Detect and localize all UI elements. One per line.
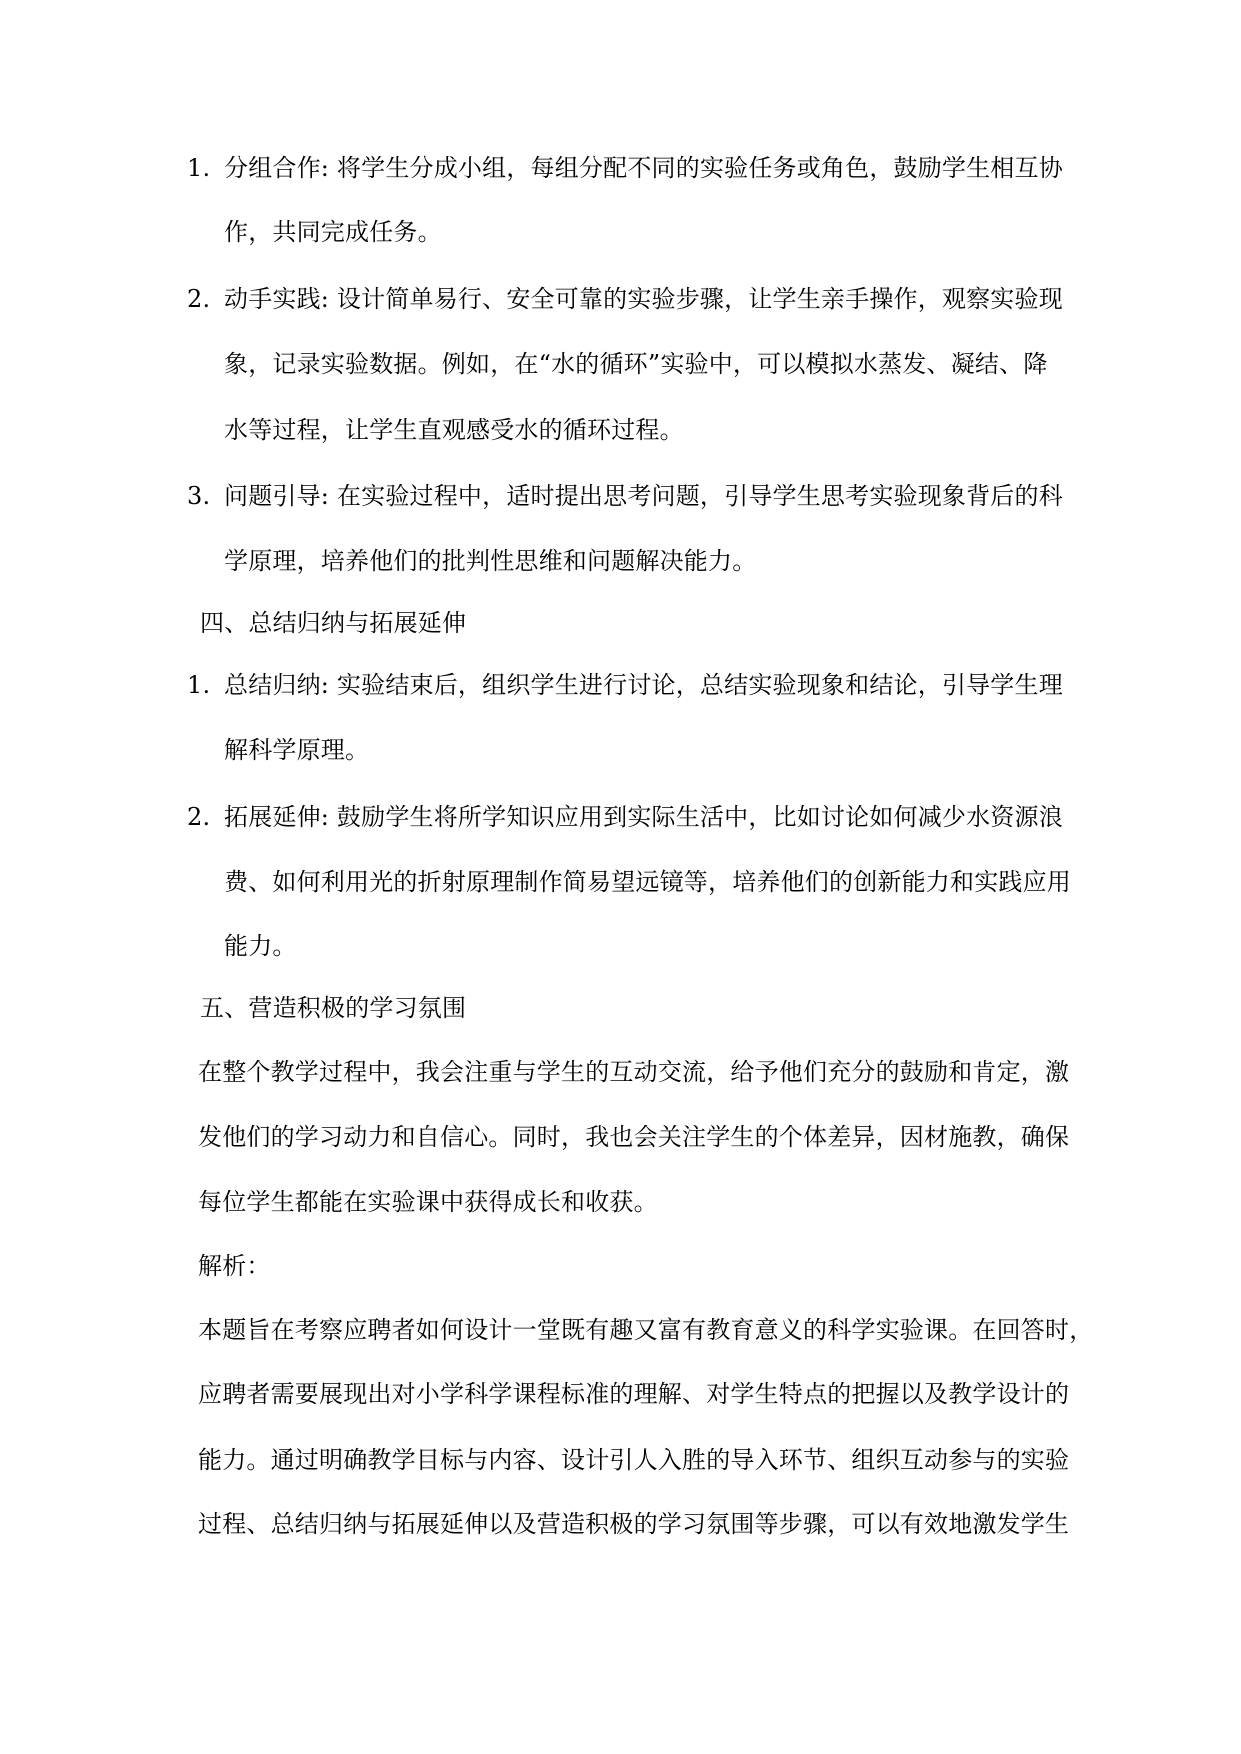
list-item-text: 解科学原理。	[224, 736, 370, 764]
list-number: 1.	[187, 154, 211, 182]
list-item-text: 作，共同完成任务。	[224, 218, 442, 246]
section-heading: 四、总结归纳与拓展延伸	[200, 609, 467, 637]
paragraph-line: 发他们的学习动力和自信心。同时，我也会关注学生的个体差异，因材施教，确保	[198, 1123, 1070, 1151]
list-number: 2.	[187, 285, 211, 313]
list-item-text: 水等过程，让学生直观感受水的循环过程。	[224, 416, 684, 444]
list-number: 3.	[187, 482, 211, 510]
list-item-text: 总结归纳: 实验结束后，组织学生进行讨论，总结实验现象和结论，引导学生理	[224, 671, 1063, 699]
paragraph-line: 能力。通过明确教学目标与内容、设计引人入胜的导入环节、组织互动参与的实验	[198, 1446, 1070, 1474]
list-item-text: 费、如何利用光的折射原理制作简易望远镜等，培养他们的创新能力和实践应用	[224, 868, 1071, 896]
analysis-heading: 解析：	[198, 1252, 271, 1280]
list-item-text: 动手实践: 设计简单易行、安全可靠的实验步骤，让学生亲手操作，观察实验现	[224, 285, 1063, 313]
section-heading: 五、营造积极的学习氛围	[200, 994, 467, 1022]
list-number: 2.	[187, 803, 211, 831]
list-item-text: 问题引导: 在实验过程中，适时提出思考问题，引导学生思考实验现象背后的科	[224, 482, 1063, 510]
list-item-text: 能力。	[224, 932, 297, 960]
paragraph-line: 在整个教学过程中，我会注重与学生的互动交流，给予他们充分的鼓励和肯定，激	[198, 1058, 1070, 1086]
list-item-text: 象，记录实验数据。例如，在“水的循环”实验中，可以模拟水蒸发、凝结、降	[224, 350, 1048, 378]
list-item-text: 拓展延伸: 鼓励学生将所学知识应用到实际生活中，比如讨论如何减少水资源浪	[224, 803, 1063, 831]
list-number: 1.	[187, 671, 211, 699]
list-item-text: 学原理，培养他们的批判性思维和问题解决能力。	[224, 547, 757, 575]
list-item-text: 分组合作: 将学生分成小组，每组分配不同的实验任务或角色，鼓励学生相互协	[224, 154, 1063, 182]
paragraph-line: 本题旨在考察应聘者如何设计一堂既有趣又富有教育意义的科学实验课。在回答时，	[198, 1316, 1094, 1344]
paragraph-line: 每位学生都能在实验课中获得成长和收获。	[198, 1188, 658, 1216]
paragraph-line: 过程、总结归纳与拓展延伸以及营造积极的学习氛围等步骤，可以有效地激发学生	[198, 1510, 1070, 1538]
paragraph-line: 应聘者需要展现出对小学科学课程标准的理解、对学生特点的把握以及教学设计的	[198, 1380, 1070, 1408]
